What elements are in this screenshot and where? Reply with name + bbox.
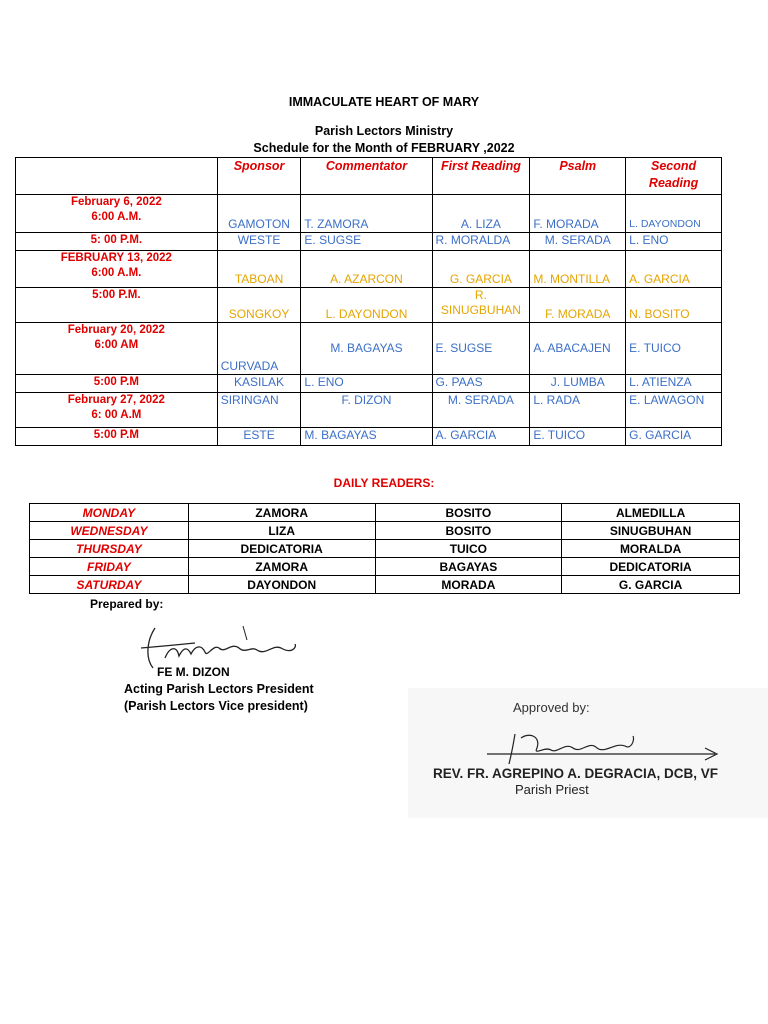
reader: BOSITO: [375, 522, 562, 540]
table-row: [30, 504, 740, 522]
table-row: [16, 233, 722, 251]
first-reading: A. LIZA: [432, 195, 530, 233]
sponsor: SONGKOY: [217, 288, 301, 323]
date-cell: [16, 375, 218, 393]
table-row: [16, 195, 722, 233]
church-title: IMMACULATE HEART OF MARY: [288, 95, 480, 109]
day: MONDAY: [30, 504, 189, 522]
sponsor: ESTE: [217, 428, 301, 446]
date-cell: [16, 251, 218, 288]
commentator: A. AZARCON: [301, 251, 432, 288]
table-row: [16, 288, 722, 323]
table-row: [30, 558, 740, 576]
commentator: M. BAGAYAS: [301, 323, 432, 375]
reader: SINUGBUHAN: [562, 522, 740, 540]
date: FEBRUARY 13, 2022: [60, 252, 172, 264]
reader: TUICO: [375, 540, 562, 558]
commentator: L. DAYONDON: [301, 288, 432, 323]
preparer-name: FE M. DIZON: [157, 665, 230, 679]
table-row: [30, 522, 740, 540]
time: 6:00 AM: [94, 339, 139, 351]
date: February 27, 2022: [67, 394, 165, 406]
ministry-title: Parish Lectors Ministry: [314, 124, 454, 138]
reader: G. GARCIA: [562, 576, 740, 594]
psalm: M. MONTILLA: [530, 251, 626, 288]
approver-title: Parish Priest: [515, 782, 589, 797]
psalm: F. MORADA: [530, 195, 626, 233]
day: WEDNESDAY: [30, 522, 189, 540]
date-cell: [16, 393, 218, 428]
table-row: [16, 251, 722, 288]
header-psalm: Psalm: [530, 158, 626, 195]
psalm: J. LUMBA: [530, 375, 626, 393]
approved-by-label: Approved by:: [513, 700, 590, 715]
first-reading-line2: SINUGBUHAN: [440, 303, 521, 317]
psalm: E. TUICO: [530, 428, 626, 446]
first-reading: E. SUGSE: [432, 323, 530, 375]
header-second-reading: Second Reading: [626, 158, 722, 195]
reader: BOSITO: [375, 504, 562, 522]
date-cell: [16, 288, 218, 323]
preparer-subtitle: (Parish Lectors Vice president): [124, 699, 308, 713]
second-reading: A. GARCIA: [626, 251, 722, 288]
time: 5: 00 P.M.: [90, 234, 143, 246]
psalm: M. SERADA: [530, 233, 626, 251]
first-reading: [432, 288, 530, 323]
time: 5:00 P.M: [93, 429, 139, 441]
second-reading: N. BOSITO: [626, 288, 722, 323]
day: FRIDAY: [30, 558, 189, 576]
approver-signature-icon: [485, 728, 725, 768]
table-row: [16, 375, 722, 393]
schedule-title: Schedule for the Month of FEBRUARY ,2022: [253, 141, 515, 155]
commentator: T. ZAMORA: [301, 195, 432, 233]
table-row: [16, 393, 722, 428]
reader: DEDICATORIA: [188, 540, 375, 558]
date-cell: [16, 233, 218, 251]
first-reading: R. MORALDA: [432, 233, 530, 251]
commentator: E. SUGSE: [301, 233, 432, 251]
reader: DEDICATORIA: [562, 558, 740, 576]
second-reading: L. DAYONDON: [626, 195, 722, 233]
second-reading: L. ATIENZA: [626, 375, 722, 393]
prepared-by-label: Prepared by:: [90, 597, 164, 611]
time: 6:00 A.M.: [91, 211, 142, 223]
day: SATURDAY: [30, 576, 189, 594]
header-commentator: Commentator: [301, 158, 432, 195]
table-row: [30, 576, 740, 594]
reader: MORALDA: [562, 540, 740, 558]
sponsor: WESTE: [217, 233, 301, 251]
second-reading: L. ENO: [626, 233, 722, 251]
sponsor: CURVADA: [217, 323, 301, 375]
psalm: L. RADA: [530, 393, 626, 428]
day: THURSDAY: [30, 540, 189, 558]
time: 6:00 A.M.: [91, 267, 142, 279]
reader: MORADA: [375, 576, 562, 594]
commentator: F. DIZON: [301, 393, 432, 428]
table-row: [30, 540, 740, 558]
date-cell: [16, 323, 218, 375]
table-row: [16, 323, 722, 375]
schedule-table: [15, 157, 722, 446]
reader: DAYONDON: [188, 576, 375, 594]
daily-readers-title: DAILY READERS:: [333, 476, 435, 490]
first-reading: A. GARCIA: [432, 428, 530, 446]
second-reading: G. GARCIA: [626, 428, 722, 446]
reader: ALMEDILLA: [562, 504, 740, 522]
date: February 6, 2022: [70, 196, 162, 208]
reader: BAGAYAS: [375, 558, 562, 576]
date-cell: [16, 428, 218, 446]
schedule-header-row: [16, 158, 722, 195]
approver-name: REV. FR. AGREPINO A. DEGRACIA, DCB, VF: [433, 766, 719, 781]
header-date: [16, 158, 218, 195]
first-reading: M. SERADA: [432, 393, 530, 428]
reader: ZAMORA: [188, 504, 375, 522]
sponsor: TABOAN: [217, 251, 301, 288]
time: 5:00 P.M.: [92, 289, 141, 301]
sponsor: KASILAK: [217, 375, 301, 393]
psalm: A. ABACAJEN: [530, 323, 626, 375]
first-reading: G. PAAS: [432, 375, 530, 393]
commentator: M. BAGAYAS: [301, 428, 432, 446]
reader: LIZA: [188, 522, 375, 540]
date: February 20, 2022: [67, 324, 165, 336]
second-reading: E. TUICO: [626, 323, 722, 375]
daily-readers-table: [29, 503, 740, 594]
date-cell: [16, 195, 218, 233]
first-reading: G. GARCIA: [432, 251, 530, 288]
sponsor: SIRINGAN: [217, 393, 301, 428]
first-reading-line1: R.: [474, 288, 487, 302]
commentator: L. ENO: [301, 375, 432, 393]
time: 6: 00 A.M: [91, 409, 142, 421]
table-row: [16, 428, 722, 446]
header-sponsor: Sponsor: [217, 158, 301, 195]
sponsor: GAMOTON: [217, 195, 301, 233]
preparer-title: Acting Parish Lectors President: [124, 682, 314, 696]
psalm: F. MORADA: [530, 288, 626, 323]
second-reading: E. LAWAGON: [626, 393, 722, 428]
time: 5:00 P.M: [93, 376, 139, 388]
reader: ZAMORA: [188, 558, 375, 576]
header-first-reading: First Reading: [432, 158, 530, 195]
